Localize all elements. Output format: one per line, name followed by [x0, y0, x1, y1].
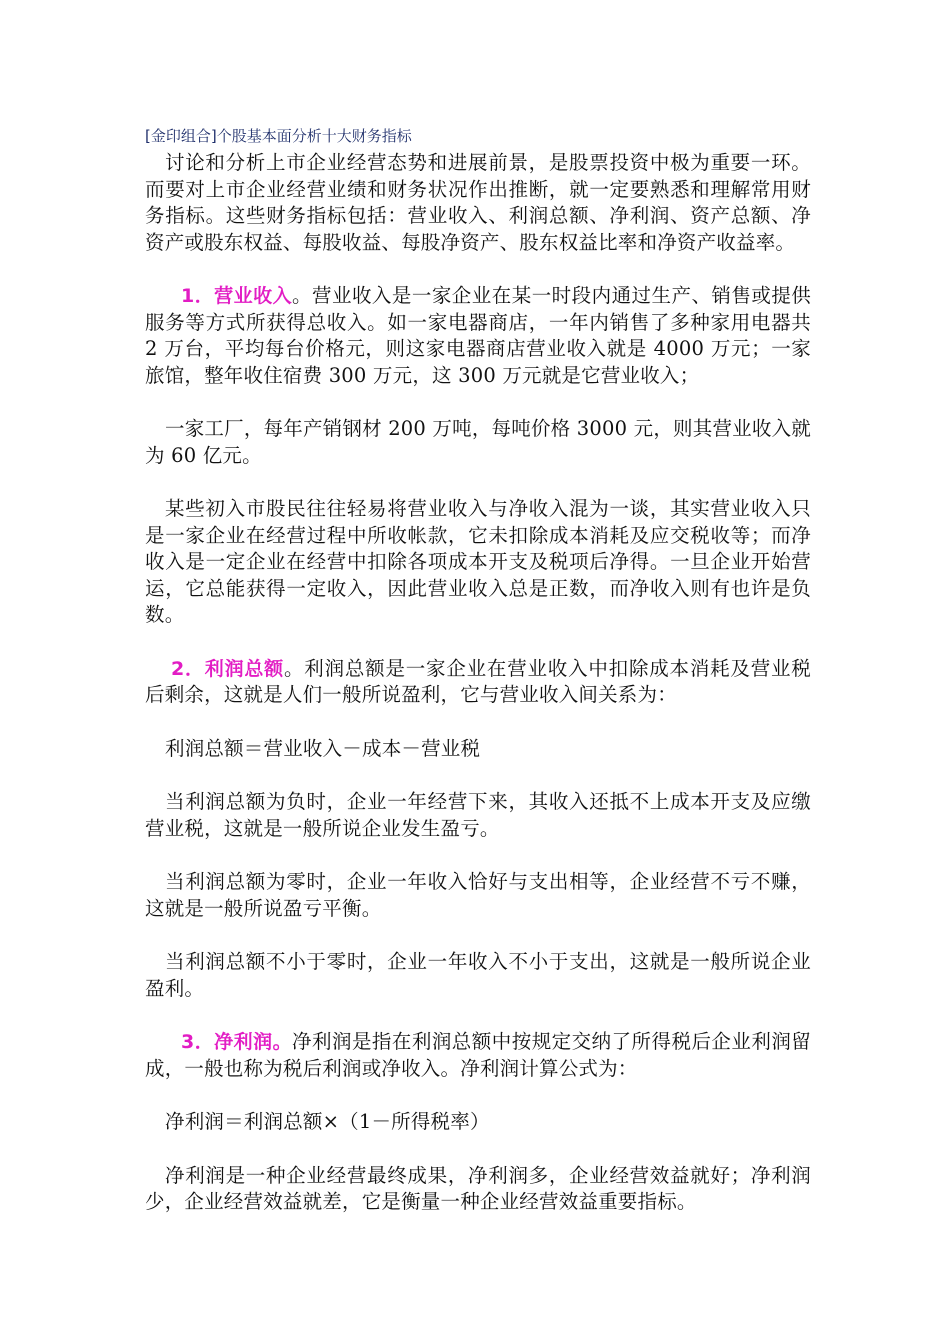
- section-3-formula: 净利润＝利润总额×（1－所得税率）: [165, 1110, 490, 1133]
- document-title: [金印组合]个股基本面分析十大财务指标: [145, 127, 412, 145]
- section-1-paragraph: 一家工厂，每年产销钢材 200 万吨，每吨价格 3000 元，则其营业收入就为 60 亿元。: [145, 417, 811, 467]
- section-1-lead-text: 。营业收入是一家企业在某一时段内通过生产、销售或提供服务等方式所获得总收入。如一家电器商店，一年内销售了多种家用电器共 2 万台，平均每台价格元，则这家电器商店营业收入就是 4000 万元；一家旅馆，整年收住宿费 300 万元，这 300 万元就是它营业收入；: [145, 284, 812, 387]
- section-2-lead-text: 。利润总额是一家企业在营业收入中扣除成本消耗及营业税后剩余，这就是人们一般所说盈利，它与营业收入间关系为：: [145, 656, 812, 706]
- section-1-lead-paragraph: [145, 283, 811, 389]
- document-page: [145, 124, 811, 1243]
- section-2-lead-paragraph: [145, 656, 811, 709]
- section-3-paragraph: 净利润是一种企业经营最终成果，净利润多，企业经营效益就好；净利润少，企业经营效益就差，它是衡量一种企业经营效益重要指标。: [145, 1163, 811, 1213]
- section-2-formula: 利润总额＝营业收入－成本－营业税: [165, 736, 481, 760]
- intro-paragraph: 讨论和分析上市企业经营态势和进展前景，是股票投资中极为重要一环。而要对上市企业经营业绩和财务状况作出推断，就一定要熟悉和理解常用财务指标。这些财务指标包括：营业收入、利润总额、净利润、资产总额、净资产或股东权益、每股收益、每股净资产、股东权益比率和净资产收益率。: [145, 151, 811, 254]
- section-3-lead-paragraph: [145, 1029, 811, 1082]
- section-2-paragraph: 当利润总额不小于零时，企业一年收入不小于支出，这就是一般所说企业盈利。: [145, 950, 811, 1000]
- section-1-paragraph: 某些初入市股民往往轻易将营业收入与净收入混为一谈，其实营业收入只是一家企业在经营过程中所收帐款，它未扣除成本消耗及应交税收等；而净收入是一定企业在经营中扣除各项成本开支及税项后净得。一旦企业开始营运，它总能获得一定收入，因此营业收入总是正数，而净收入则有也许是负数。: [145, 497, 811, 626]
- section-3-heading: 3．净利润。: [181, 1031, 293, 1053]
- section-2-heading: 2．利润总额: [171, 657, 284, 680]
- section-2-paragraph: 当利润总额为负时，企业一年经营下来，其收入还抵不上成本开支及应缴营业税，这就是一般所说企业发生盈亏。: [145, 790, 811, 840]
- section-2-paragraph: 当利润总额为零时，企业一年收入恰好与支出相等，企业经营不亏不赚，这就是一般所说盈亏平衡。: [145, 870, 811, 920]
- section-1-heading: 1．营业收入: [181, 285, 293, 307]
- section-3-lead-text: 净利润是指在利润总额中按规定交纳了所得税后企业利润留成，一般也称为税后利润或净收入。净利润计算公式为：: [145, 1030, 812, 1080]
